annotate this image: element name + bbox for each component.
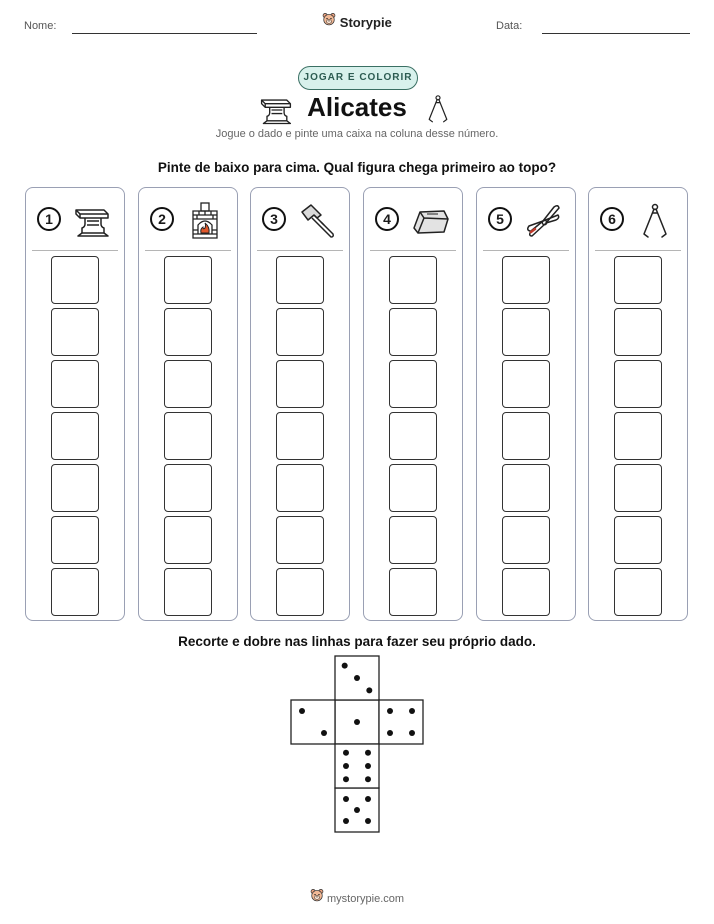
color-box[interactable] [389,308,437,356]
dice-pip [365,818,371,824]
color-box[interactable] [389,516,437,564]
name-label: Nome: [24,20,57,32]
color-box[interactable] [51,308,99,356]
color-box[interactable] [389,256,437,304]
color-box[interactable] [502,412,550,460]
forge-furnace-icon [185,201,225,241]
color-box[interactable] [502,360,550,408]
dice-face-2 [291,700,335,744]
color-box[interactable] [276,412,324,460]
column-number: 1 [37,207,61,231]
dice-face-6 [335,744,379,788]
date-line[interactable] [542,33,690,34]
color-box[interactable] [614,308,662,356]
color-box[interactable] [614,256,662,304]
color-box[interactable] [276,360,324,408]
color-box[interactable] [614,516,662,564]
column-number: 4 [375,207,399,231]
color-box[interactable] [51,256,99,304]
color-box[interactable] [164,568,212,616]
coloring-instruction: Pinte de baixo para cima. Qual figura chega primeiro ao topo? [157,160,557,175]
dice-pip [354,719,360,725]
dice-face-3 [335,656,379,700]
color-box[interactable] [389,568,437,616]
color-box[interactable] [614,412,662,460]
dice-pip [365,763,371,769]
hammer-icon [297,201,337,241]
dice-pip [343,763,349,769]
name-line[interactable] [72,33,257,34]
column-divider [483,250,569,251]
color-box[interactable] [51,464,99,512]
color-box[interactable] [51,412,99,460]
color-box[interactable] [164,360,212,408]
dice-pip [387,708,393,714]
color-box[interactable] [164,308,212,356]
color-box[interactable] [51,360,99,408]
footer [0,888,714,905]
column-divider [145,250,231,251]
color-box[interactable] [614,464,662,512]
dice-face-5 [335,788,379,832]
dice-pip [354,807,360,813]
color-box[interactable] [164,412,212,460]
column-1 [25,187,125,621]
color-box[interactable] [614,568,662,616]
column-divider [595,250,681,251]
color-box[interactable] [502,568,550,616]
color-box[interactable] [276,256,324,304]
pliers-icon [523,201,563,241]
activity-badge: JOGAR E COLORIR [298,66,418,90]
color-box[interactable] [164,256,212,304]
color-box[interactable] [614,360,662,408]
column-number: 6 [600,207,624,231]
dice-instruction: Recorte e dobre nas linhas para fazer seu próprio dado. [178,634,536,649]
color-box[interactable] [276,516,324,564]
column-divider [370,250,456,251]
page-subtitle: Jogue o dado e pinte uma caixa na coluna desse número. [215,128,499,140]
dice-pip [321,730,327,736]
footer-url: mystorypie.com [327,893,405,906]
column-2 [138,187,238,621]
dice-pip [343,796,349,802]
color-box[interactable] [276,464,324,512]
bear-icon [322,12,336,26]
dice-pip [409,708,415,714]
dice-pip [365,750,371,756]
column-number: 2 [150,207,174,231]
color-box[interactable] [389,412,437,460]
column-number: 5 [488,207,512,231]
dice-pip [354,675,360,681]
color-box[interactable] [164,464,212,512]
column-6 [588,187,688,621]
brand-name: Storypie [339,15,392,31]
color-box[interactable] [276,308,324,356]
date-label: Data: [496,20,523,32]
color-box[interactable] [389,464,437,512]
anvil-icon [72,201,112,241]
dice-face-4 [379,700,423,744]
color-box[interactable] [276,568,324,616]
dice-pip [343,818,349,824]
dice-face-1 [335,700,379,744]
page-title: Alicates [307,92,407,122]
brand-logo [0,12,714,30]
column-4 [363,187,463,621]
color-box[interactable] [502,256,550,304]
column-5 [476,187,576,621]
dice-pip [409,730,415,736]
color-box[interactable] [164,516,212,564]
column-divider [257,250,343,251]
dice-pip [343,776,349,782]
color-box[interactable] [389,360,437,408]
bear-icon [310,888,324,902]
dice-net [290,655,426,837]
dice-pip [299,708,305,714]
color-box[interactable] [51,516,99,564]
dice-pip [365,796,371,802]
dice-pip [387,730,393,736]
dice-pip [366,687,372,693]
tongs-icon [635,201,675,241]
tongs-icon [422,90,454,128]
column-3 [250,187,350,621]
column-divider [32,250,118,251]
dice-pip [365,776,371,782]
color-box[interactable] [502,464,550,512]
dice-pip [342,663,348,669]
dice-pip [343,750,349,756]
column-number: 3 [262,207,286,231]
color-box[interactable] [502,308,550,356]
color-box[interactable] [51,568,99,616]
metal-ingot-icon [410,201,450,241]
color-box[interactable] [502,516,550,564]
